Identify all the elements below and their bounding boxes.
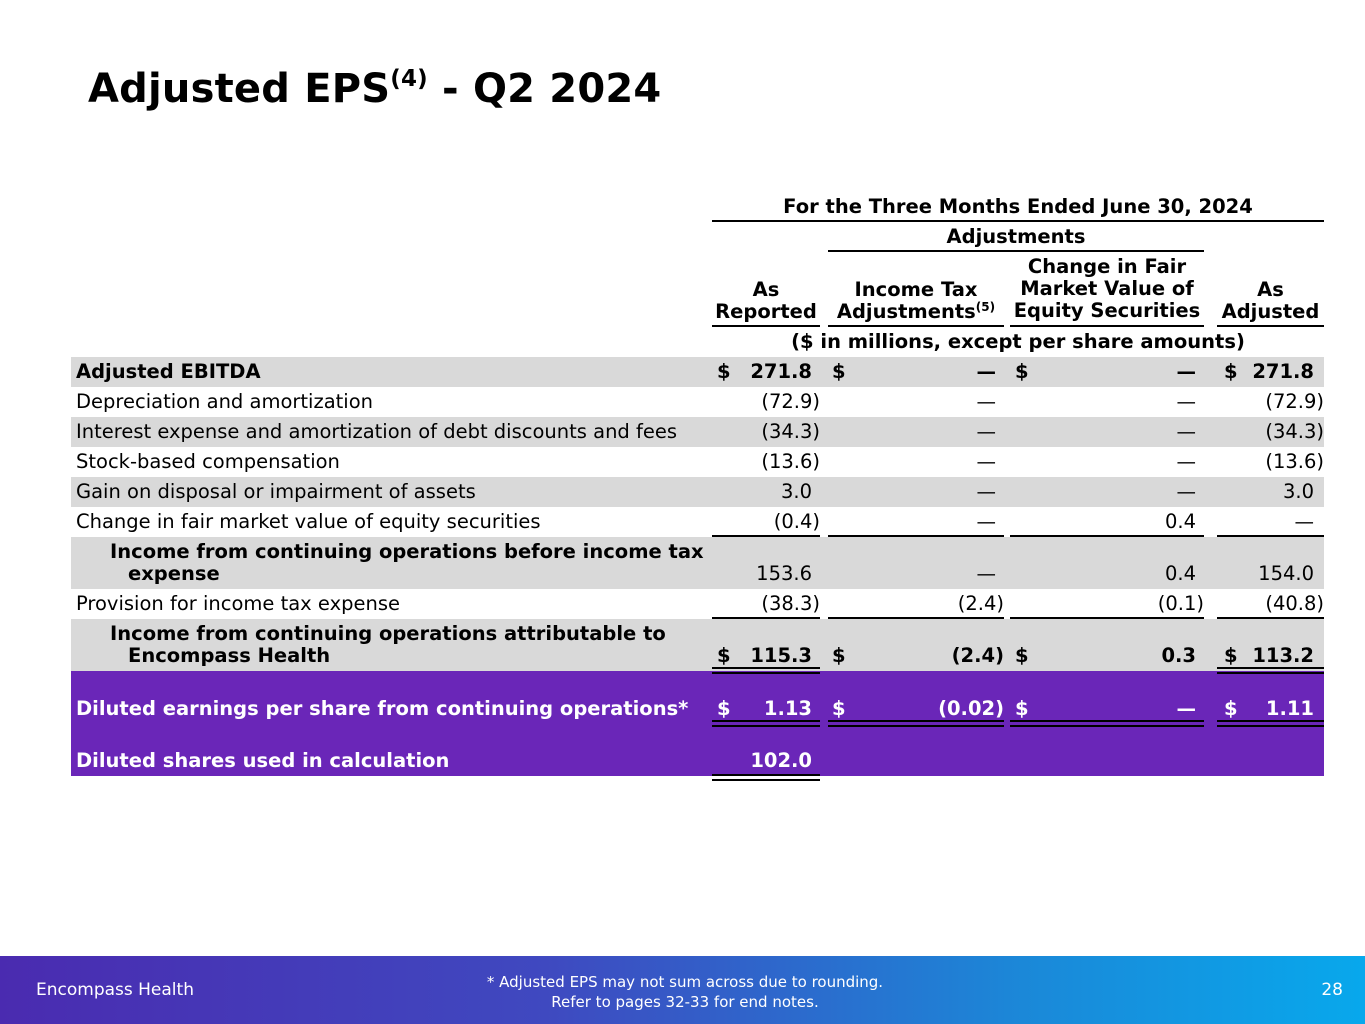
eps-double-rule xyxy=(1217,720,1324,727)
value-fmv: — xyxy=(1176,390,1196,413)
col-underline-reported xyxy=(712,325,820,327)
value-reported: 271.8 xyxy=(750,360,812,383)
value-fmv: 0.3 xyxy=(1161,644,1196,667)
value-adjusted: 1.11 xyxy=(1265,697,1314,720)
value-fmv: 0.4 xyxy=(1164,562,1196,585)
footer-note-line-2: Refer to pages 32-33 for end notes. xyxy=(551,993,819,1011)
subtotal-rule xyxy=(712,535,820,537)
value-tax: — xyxy=(976,562,996,585)
footer-note xyxy=(420,972,950,1012)
value-tax: — xyxy=(976,510,996,533)
col-header-tax-1: Income Tax xyxy=(854,278,978,301)
dollar-sign: $ xyxy=(1224,360,1238,383)
value-fmv: (0.1) xyxy=(1157,592,1204,615)
eps-double-rule xyxy=(712,720,820,727)
value-reported: (38.3) xyxy=(761,592,820,615)
value-fmv: — xyxy=(1176,450,1196,473)
value-fmv: — xyxy=(1176,697,1196,720)
adjustments-underline xyxy=(828,250,1204,252)
value-adjusted: 154.0 xyxy=(1258,562,1314,585)
value-reported: 115.3 xyxy=(750,644,812,667)
subtotal-rule xyxy=(828,535,1004,537)
dollar-sign: $ xyxy=(717,697,731,720)
col-header-reported-2: Reported xyxy=(715,300,817,323)
value-fmv: — xyxy=(1176,420,1196,443)
dollar-sign: $ xyxy=(832,697,846,720)
col-header-adjusted-1: As xyxy=(1257,278,1284,301)
value-tax: (2.4) xyxy=(957,592,1004,615)
value-tax: (0.02) xyxy=(938,697,1004,720)
value-reported: (34.3) xyxy=(761,420,820,443)
row-label: Income from continuing operations attributable to xyxy=(110,622,666,645)
row-label: Depreciation and amortization xyxy=(76,390,373,413)
value-adjusted: (13.6) xyxy=(1265,450,1324,473)
value-tax: — xyxy=(976,420,996,443)
row-label-continued: Encompass Health xyxy=(128,644,331,667)
value-reported: (0.4) xyxy=(773,510,820,533)
row-label: Gain on disposal or impairment of assets xyxy=(76,480,476,503)
row-label: Provision for income tax expense xyxy=(76,592,401,615)
value-reported: 153.6 xyxy=(756,562,812,585)
value-fmv: 0.4 xyxy=(1164,510,1196,533)
col-header-adjusted-2: Adjusted xyxy=(1221,300,1320,323)
col-header-reported-1: As xyxy=(752,278,780,301)
dollar-sign: $ xyxy=(832,360,846,383)
eps-double-rule xyxy=(828,720,1004,727)
subtotal-rule xyxy=(828,617,1004,619)
row-label: Diluted earnings per share from continuing operations* xyxy=(76,697,689,720)
subtotal-rule xyxy=(1010,535,1204,537)
value-tax: — xyxy=(976,390,996,413)
value-adjusted: 3.0 xyxy=(1282,480,1314,503)
col-header-fmv-1: Change in Fair xyxy=(1027,255,1187,278)
dollar-sign: $ xyxy=(717,360,731,383)
footer-note-line-1: * Adjusted EPS may not sum across due to rounding. xyxy=(486,973,884,991)
dollar-sign: $ xyxy=(1015,644,1029,667)
row-label: Diluted shares used in calculation xyxy=(76,749,450,772)
row-label: Change in fair market value of equity securities xyxy=(76,510,541,533)
value-tax: — xyxy=(976,360,996,383)
total-double-rule xyxy=(1217,667,1324,674)
shares-double-rule xyxy=(712,774,820,781)
value-reported: 3.0 xyxy=(780,480,812,503)
row-label-continued: expense xyxy=(128,562,220,585)
page-title: Adjusted EPS$^{(4)}$ - Q2 2024 xyxy=(88,66,662,112)
value-adjusted: (40.8) xyxy=(1265,592,1324,615)
row-label: Adjusted EBITDA xyxy=(76,360,261,383)
value-fmv: — xyxy=(1176,360,1196,383)
value-adjusted: (34.3) xyxy=(1265,420,1324,443)
dollar-sign: $ xyxy=(1224,644,1238,667)
value-fmv: — xyxy=(1176,480,1196,503)
period-header: For the Three Months Ended June 30, 2024 xyxy=(783,195,1253,218)
col-header-fmv-3: Equity Securities xyxy=(1013,299,1201,322)
col-header-fmv-2: Market Value of xyxy=(1020,277,1194,300)
value-reported: (13.6) xyxy=(761,450,820,473)
subtotal-rule xyxy=(1217,535,1324,537)
adjustments-header: Adjustments xyxy=(946,225,1086,248)
footer-brand: Encompass Health xyxy=(36,980,194,1000)
total-double-rule xyxy=(712,667,820,674)
col-underline-adjusted xyxy=(1217,325,1324,327)
col-underline-fmv xyxy=(1010,325,1204,327)
dollar-sign: $ xyxy=(1224,697,1238,720)
col-header-tax-2: Adjustments$^{(5)}$ xyxy=(836,300,996,323)
eps-double-rule xyxy=(1010,720,1204,727)
footer-bar xyxy=(0,956,1365,1024)
dollar-sign: $ xyxy=(1015,360,1029,383)
value-tax: — xyxy=(976,450,996,473)
row-label: Stock-based compensation xyxy=(76,450,340,473)
value-reported: 102.0 xyxy=(750,749,812,772)
row-label: Income from continuing operations before income tax xyxy=(110,540,704,563)
page-number: 28 xyxy=(1321,980,1343,1000)
value-reported: (72.9) xyxy=(761,390,820,413)
dollar-sign: $ xyxy=(1015,697,1029,720)
dollar-sign: $ xyxy=(832,644,846,667)
value-adjusted: — xyxy=(1294,510,1314,533)
period-underline xyxy=(712,220,1324,222)
value-reported: 1.13 xyxy=(763,697,812,720)
value-adjusted: 113.2 xyxy=(1252,644,1314,667)
value-adjusted: 271.8 xyxy=(1252,360,1314,383)
subtotal-rule xyxy=(1217,617,1324,619)
row-label: Interest expense and amortization of debt discounts and fees xyxy=(76,420,678,443)
dollar-sign: $ xyxy=(717,644,731,667)
units-note: ($ in millions, except per share amounts) xyxy=(791,330,1245,353)
col-underline-tax xyxy=(828,325,1004,327)
value-adjusted: (72.9) xyxy=(1265,390,1324,413)
subtotal-rule xyxy=(1010,617,1204,619)
subtotal-rule xyxy=(712,617,820,619)
value-tax: — xyxy=(976,480,996,503)
value-tax: (2.4) xyxy=(951,644,1004,667)
